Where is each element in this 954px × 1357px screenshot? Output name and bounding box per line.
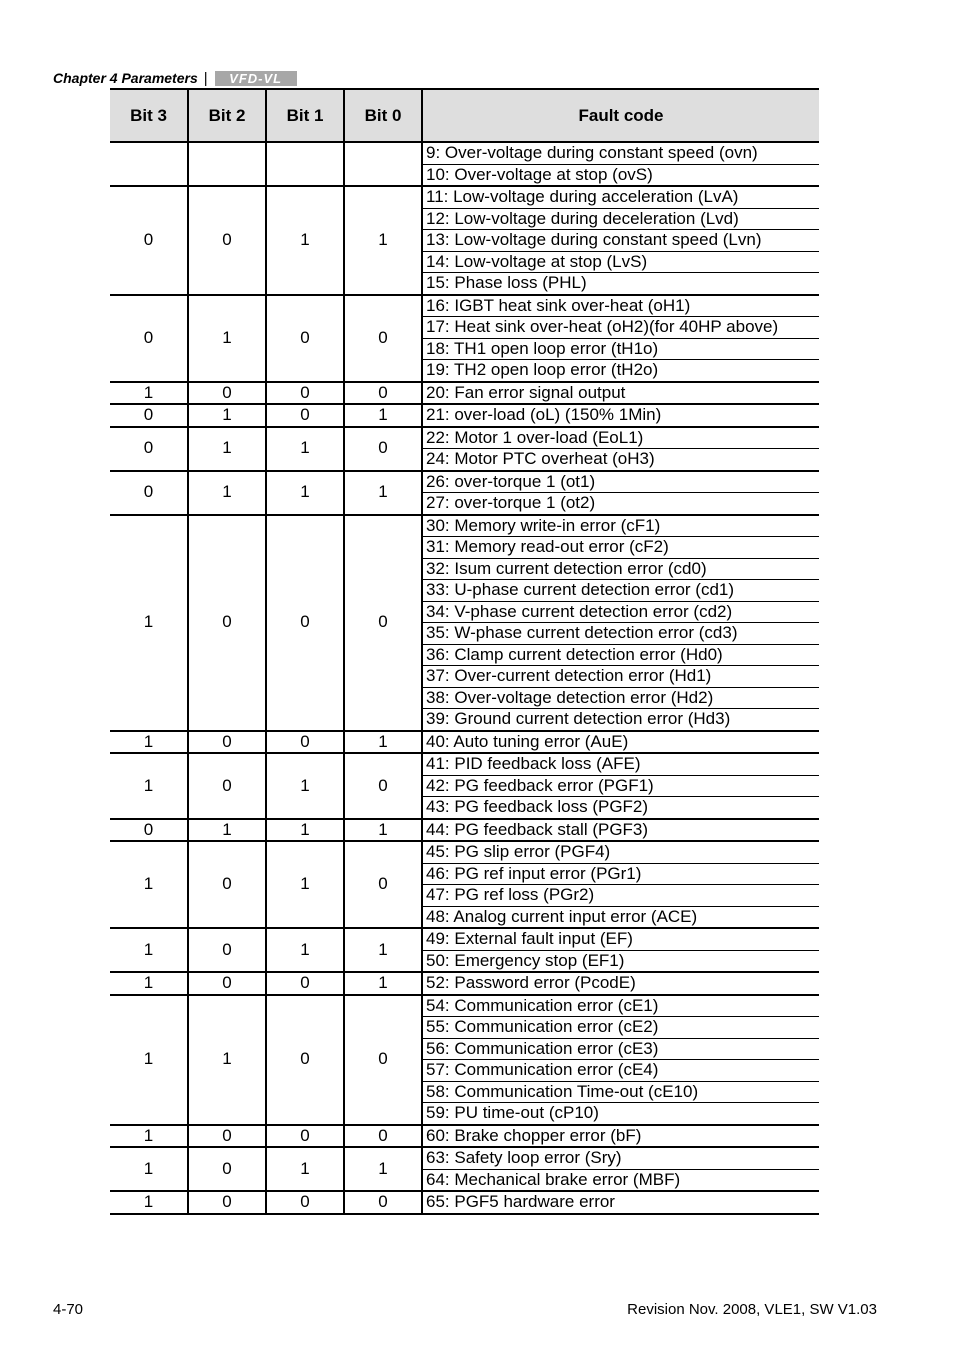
fault-code-cell: 39: Ground current detection error (Hd3) [422, 709, 819, 731]
fault-code-cell: 44: PG feedback stall (PGF3) [422, 819, 819, 842]
fault-code-cell: 14: Low-voltage at stop (LvS) [422, 251, 819, 273]
bit0-cell: 1 [344, 928, 422, 972]
bit0-cell: 0 [344, 841, 422, 928]
bit1-cell: 1 [266, 841, 344, 928]
header-bit3: Bit 3 [110, 89, 188, 142]
header-bit2: Bit 2 [188, 89, 266, 142]
bit3-cell: 1 [110, 972, 188, 995]
table-row [110, 1125, 819, 1148]
bit3-cell: 0 [110, 427, 188, 471]
fault-code-cell: 11: Low-voltage during acceleration (LvA) [422, 186, 819, 208]
bit2-cell: 0 [188, 515, 266, 731]
vfd-vl-logo: VFD-VL [215, 71, 297, 86]
fault-code-cell: 50: Emergency stop (EF1) [422, 950, 819, 972]
fault-code-cell: 33: U-phase current detection error (cd1) [422, 580, 819, 602]
fault-code-cell: 46: PG ref input error (PGr1) [422, 863, 819, 885]
bit1-cell: 0 [266, 404, 344, 427]
table-row [110, 427, 819, 449]
bit1-cell: 0 [266, 995, 344, 1125]
bit1-cell: 0 [266, 972, 344, 995]
bit3-cell: 1 [110, 515, 188, 731]
table-row [110, 1147, 819, 1169]
fault-code-cell: 37: Over-current detection error (Hd1) [422, 666, 819, 688]
fault-code-cell: 15: Phase loss (PHL) [422, 273, 819, 295]
bit0-cell: 1 [344, 404, 422, 427]
bit1-cell: 1 [266, 471, 344, 515]
bit2-cell: 0 [188, 1125, 266, 1148]
bit0-cell: 1 [344, 1147, 422, 1191]
fault-code-cell: 54: Communication error (cE1) [422, 995, 819, 1017]
fault-code-cell: 19: TH2 open loop error (tH2o) [422, 360, 819, 382]
bit1-cell: 1 [266, 1147, 344, 1191]
bit1-cell: 1 [266, 928, 344, 972]
bit2-cell: 1 [188, 404, 266, 427]
fault-code-cell: 21: over-load (oL) (150% 1Min) [422, 404, 819, 427]
table-row [110, 382, 819, 405]
fault-code-cell: 30: Memory write-in error (cF1) [422, 515, 819, 537]
bit2-cell: 0 [188, 1191, 266, 1214]
bit0-cell: 1 [344, 186, 422, 295]
fault-code-cell: 18: TH1 open loop error (tH1o) [422, 338, 819, 360]
bit3-cell: 1 [110, 753, 188, 819]
fault-code-cell: 52: Password error (PcodE) [422, 972, 819, 995]
bit0-cell: 0 [344, 753, 422, 819]
bit2-cell: 1 [188, 471, 266, 515]
bit1-cell: 0 [266, 295, 344, 382]
bit0-cell: 0 [344, 515, 422, 731]
bit0-cell: 1 [344, 471, 422, 515]
bit2-cell: 0 [188, 753, 266, 819]
bit2-cell: 1 [188, 427, 266, 471]
fault-code-cell: 59: PU time-out (cP10) [422, 1103, 819, 1125]
fault-code-cell: 32: Isum current detection error (cd0) [422, 558, 819, 580]
table-row [110, 972, 819, 995]
table-row [110, 731, 819, 754]
fault-code-cell: 24: Motor PTC overheat (oH3) [422, 449, 819, 471]
table-row [110, 515, 819, 537]
bit3-cell: 1 [110, 928, 188, 972]
fault-code-cell: 16: IGBT heat sink over-heat (oH1) [422, 295, 819, 317]
fault-code-cell: 13: Low-voltage during constant speed (Lvn) [422, 230, 819, 252]
table-row [110, 404, 819, 427]
table-row [110, 142, 819, 164]
bit1-cell: 1 [266, 186, 344, 295]
fault-code-cell: 22: Motor 1 over-load (EoL1) [422, 427, 819, 449]
fault-code-cell: 43: PG feedback loss (PGF2) [422, 797, 819, 819]
bit1-cell: 1 [266, 819, 344, 842]
fault-code-table [110, 88, 819, 1215]
fault-code-cell: 10: Over-voltage at stop (ovS) [422, 164, 819, 186]
bit0-cell: 0 [344, 995, 422, 1125]
bit0-cell: 0 [344, 427, 422, 471]
fault-code-cell: 38: Over-voltage detection error (Hd2) [422, 687, 819, 709]
fault-code-cell: 12: Low-voltage during deceleration (Lvd) [422, 208, 819, 230]
bit0-cell: 1 [344, 972, 422, 995]
bit3-cell: 0 [110, 819, 188, 842]
fault-code-cell: 65: PGF5 hardware error [422, 1191, 819, 1214]
fault-code-cell: 47: PG ref loss (PGr2) [422, 885, 819, 907]
fault-code-cell: 20: Fan error signal output [422, 382, 819, 405]
bit1-cell: 1 [266, 753, 344, 819]
page-number: 4-70 [53, 1301, 84, 1318]
table-row [110, 295, 819, 317]
bit3-cell: 0 [110, 186, 188, 295]
bit2-cell [188, 142, 266, 186]
header-bit1: Bit 1 [266, 89, 344, 142]
bit1-cell: 0 [266, 1125, 344, 1148]
bit2-cell: 0 [188, 928, 266, 972]
table-row [110, 995, 819, 1017]
fault-code-cell: 57: Communication error (cE4) [422, 1060, 819, 1082]
bit1-cell [266, 142, 344, 186]
bit0-cell: 0 [344, 382, 422, 405]
revision-info: Revision Nov. 2008, VLE1, SW V1.03 [627, 1301, 877, 1318]
bit3-cell: 1 [110, 1125, 188, 1148]
bit3-cell: 1 [110, 841, 188, 928]
fault-code-cell: 49: External fault input (EF) [422, 928, 819, 950]
bit3-cell: 0 [110, 404, 188, 427]
bit3-cell: 0 [110, 295, 188, 382]
header-separator: | [203, 69, 208, 87]
fault-code-cell: 60: Brake chopper error (bF) [422, 1125, 819, 1148]
bit1-cell: 0 [266, 515, 344, 731]
fault-code-cell: 45: PG slip error (PGF4) [422, 841, 819, 863]
fault-code-cell: 42: PG feedback error (PGF1) [422, 775, 819, 797]
table-row [110, 928, 819, 950]
table-row [110, 841, 819, 863]
bit2-cell: 0 [188, 972, 266, 995]
bit3-cell: 1 [110, 995, 188, 1125]
bit3-cell: 0 [110, 471, 188, 515]
table-row [110, 753, 819, 775]
fault-code-cell: 17: Heat sink over-heat (oH2)(for 40HP above) [422, 317, 819, 339]
fault-code-cell: 34: V-phase current detection error (cd2) [422, 601, 819, 623]
bit0-cell: 1 [344, 731, 422, 754]
table-header-row [110, 89, 819, 142]
fault-code-cell: 26: over-torque 1 (ot1) [422, 471, 819, 493]
page-header [53, 68, 297, 88]
bit0-cell: 0 [344, 1191, 422, 1214]
bit1-cell: 1 [266, 427, 344, 471]
bit2-cell: 0 [188, 186, 266, 295]
fault-code-cell: 48: Analog current input error (ACE) [422, 906, 819, 928]
bit2-cell: 0 [188, 1147, 266, 1191]
fault-code-cell: 64: Mechanical brake error (MBF) [422, 1169, 819, 1191]
bit2-cell: 0 [188, 382, 266, 405]
bit2-cell: 1 [188, 295, 266, 382]
bit2-cell: 1 [188, 995, 266, 1125]
bit0-cell: 1 [344, 819, 422, 842]
bit3-cell: 1 [110, 382, 188, 405]
bit2-cell: 0 [188, 841, 266, 928]
fault-table-body [110, 142, 819, 1214]
bit1-cell: 0 [266, 1191, 344, 1214]
bit0-cell: 0 [344, 295, 422, 382]
fault-code-cell: 56: Communication error (cE3) [422, 1038, 819, 1060]
fault-code-cell: 31: Memory read-out error (cF2) [422, 537, 819, 559]
fault-code-cell: 9: Over-voltage during constant speed (ovn) [422, 142, 819, 164]
bit2-cell: 0 [188, 731, 266, 754]
fault-code-cell: 58: Communication Time-out (cE10) [422, 1081, 819, 1103]
bit0-cell [344, 142, 422, 186]
fault-code-cell: 63: Safety loop error (Sry) [422, 1147, 819, 1169]
chapter-title: Chapter 4 Parameters [53, 70, 198, 86]
fault-code-cell: 36: Clamp current detection error (Hd0) [422, 644, 819, 666]
fault-code-cell: 40: Auto tuning error (AuE) [422, 731, 819, 754]
bit3-cell: 1 [110, 1191, 188, 1214]
bit1-cell: 0 [266, 382, 344, 405]
bit3-cell: 1 [110, 731, 188, 754]
table-row [110, 819, 819, 842]
bit3-cell: 1 [110, 1147, 188, 1191]
bit0-cell: 0 [344, 1125, 422, 1148]
fault-code-cell: 41: PID feedback loss (AFE) [422, 753, 819, 775]
fault-code-cell: 55: Communication error (cE2) [422, 1017, 819, 1039]
bit2-cell: 1 [188, 819, 266, 842]
table-row [110, 471, 819, 493]
bit1-cell: 0 [266, 731, 344, 754]
table-row [110, 186, 819, 208]
fault-code-cell: 35: W-phase current detection error (cd3) [422, 623, 819, 645]
bit3-cell [110, 142, 188, 186]
table-row [110, 1191, 819, 1214]
fault-code-cell: 27: over-torque 1 (ot2) [422, 493, 819, 515]
header-fault-code: Fault code [422, 89, 819, 142]
header-bit0: Bit 0 [344, 89, 422, 142]
